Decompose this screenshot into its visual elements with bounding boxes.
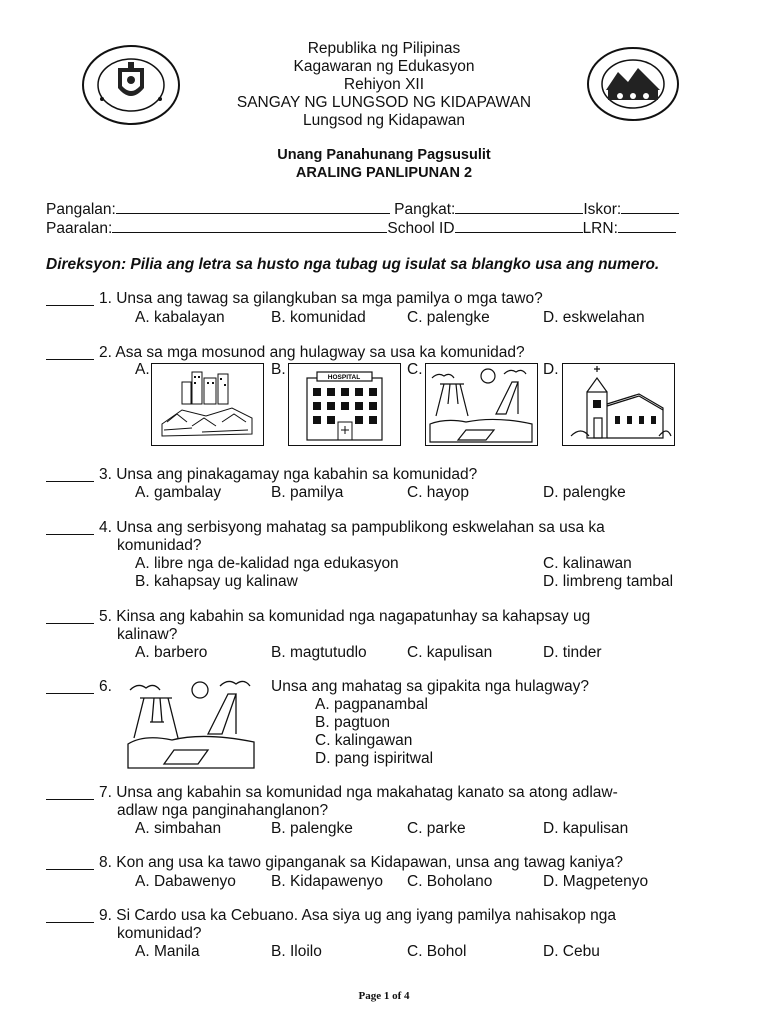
question-4: 4. Unsa ang serbisyong mahatag sa pampublikong eskwelahan sa usa ka	[99, 519, 605, 536]
church-picture	[562, 363, 675, 446]
school-id-label: School ID	[387, 220, 455, 237]
hospital-sign: HOSPITAL	[327, 374, 361, 381]
score-label: Iskor:	[583, 201, 622, 218]
option-6d: D. pang ispiritwal	[315, 750, 434, 767]
option-3c: C. hayop	[407, 484, 470, 501]
option-5d: D. tinder	[543, 644, 602, 661]
name-blank[interactable]	[116, 199, 390, 214]
option-4d: D. limbreng tambal	[543, 573, 674, 590]
option-9d: D. Cebu	[543, 943, 600, 960]
answer-blank-7[interactable]	[46, 785, 94, 800]
school-label: Paaralan:	[46, 220, 113, 237]
option-7b: B. palengke	[271, 820, 353, 837]
school-id-blank[interactable]	[455, 218, 583, 233]
question-5: 5. Kinsa ang kabahin sa komunidad nga nagapatunhay sa kahapsay ug	[99, 608, 591, 625]
directions: Direksyon: Pilia ang letra sa husto nga tubag ug isulat sa blangko usa ang numero.	[46, 256, 660, 273]
question-9: 9. Si Cardo usa ka Cebuano. Asa siya ug ang iyang pamilya nahisakop nga	[99, 907, 617, 924]
answer-blank-8[interactable]	[46, 855, 94, 870]
answer-blank-4[interactable]	[46, 520, 94, 535]
option-5a: A. barbero	[135, 644, 208, 661]
answer-blank-2[interactable]	[46, 345, 94, 360]
header-department: Kagawaran ng Edukasyon	[293, 58, 475, 75]
option-6a: A. pagpanambal	[315, 696, 428, 713]
option-8b: B. Kidapawenyo	[271, 873, 384, 890]
answer-blank-5[interactable]	[46, 609, 94, 624]
header-region: Rehiyon XII	[343, 76, 425, 93]
option-1c: C. palengke	[407, 309, 490, 326]
playground-picture	[425, 363, 538, 446]
section-blank[interactable]	[455, 199, 583, 214]
answer-blank-6[interactable]	[46, 679, 94, 694]
answer-blank-3[interactable]	[46, 467, 94, 482]
question-3: 3. Unsa ang pinakagamay nga kabahin sa komunidad?	[99, 466, 478, 483]
option-2d: D.	[543, 361, 559, 378]
option-4c: C. kalinawan	[543, 555, 632, 572]
option-4b: B. kahapsay ug kalinaw	[135, 573, 298, 590]
subject-title: ARALING PANLIPUNAN 2	[295, 165, 473, 181]
option-8c: C. Boholano	[407, 873, 493, 890]
option-2c: C.	[407, 361, 423, 378]
header-division: SANGAY NG LUNGSOD NG KIDAPAWAN	[236, 94, 532, 111]
question-7: 7. Unsa ang kabahin sa komunidad nga makahatag kanato sa atong adlaw-	[99, 784, 618, 801]
option-3b: B. pamilya	[271, 484, 344, 501]
option-7d: D. kapulisan	[543, 820, 629, 837]
park-picture	[124, 678, 259, 770]
option-6c: C. kalingawan	[315, 732, 413, 749]
answer-blank-9[interactable]	[46, 908, 94, 923]
question-4-cont: komunidad?	[117, 537, 202, 554]
option-8a: A. Dabawenyo	[135, 873, 236, 890]
city-picture	[151, 363, 264, 446]
page-number: Page 1 of 4	[358, 990, 410, 1002]
section-label: Pangkat:	[394, 201, 456, 218]
question-2: 2. Asa sa mga mosunod ang hulagway sa usa ka komunidad?	[99, 344, 525, 361]
name-label: Pangalan:	[46, 201, 116, 218]
option-2a: A.	[135, 361, 150, 378]
question-8: 8. Kon ang usa ka tawo gipanganak sa Kidapawan, unsa ang tawag kaniya?	[99, 854, 623, 871]
header-republic: Republika ng Pilipinas	[307, 40, 461, 57]
question-5-cont: kalinaw?	[117, 626, 178, 643]
answer-blank-1[interactable]	[46, 291, 94, 306]
option-9c: C. Bohol	[407, 943, 467, 960]
question-6-number: 6.	[99, 678, 112, 695]
question-7-cont: adlaw nga panginahanglanon?	[117, 802, 329, 819]
option-4a: A. libre nga de-kalidad nga edukasyon	[135, 555, 399, 572]
question-1: 1. Unsa ang tawag sa gilangkuban sa mga pamilya o mga tawo?	[99, 290, 543, 307]
lrn-label: LRN:	[582, 220, 618, 237]
question-9-cont: komunidad?	[117, 925, 202, 942]
option-8d: D. Magpetenyo	[543, 873, 649, 890]
score-blank[interactable]	[621, 199, 679, 214]
option-1a: A. kabalayan	[135, 309, 225, 326]
header-city: Lungsod ng Kidapawan	[302, 112, 466, 129]
lrn-blank[interactable]	[618, 218, 676, 233]
option-1d: D. eskwelahan	[543, 309, 645, 326]
option-5c: C. kapulisan	[407, 644, 493, 661]
question-6: Unsa ang mahatag sa gipakita nga hulagway?	[271, 678, 589, 695]
option-5b: B. magtutudlo	[271, 644, 367, 661]
option-9a: A. Manila	[135, 943, 200, 960]
option-9b: B. Iloilo	[271, 943, 322, 960]
info-row-2	[46, 218, 676, 238]
exam-title: Unang Panahunang Pagsusulit	[277, 147, 491, 163]
info-row-1	[46, 199, 679, 219]
option-2b: B.	[271, 361, 286, 378]
option-6b: B. pagtuon	[315, 714, 390, 731]
hospital-picture	[288, 363, 401, 446]
option-3a: A. gambalay	[135, 484, 222, 501]
school-blank[interactable]	[112, 218, 387, 233]
option-7a: A. simbahan	[135, 820, 222, 837]
option-1b: B. komunidad	[271, 309, 366, 326]
option-7c: C. parke	[407, 820, 466, 837]
option-3d: D. palengke	[543, 484, 626, 501]
